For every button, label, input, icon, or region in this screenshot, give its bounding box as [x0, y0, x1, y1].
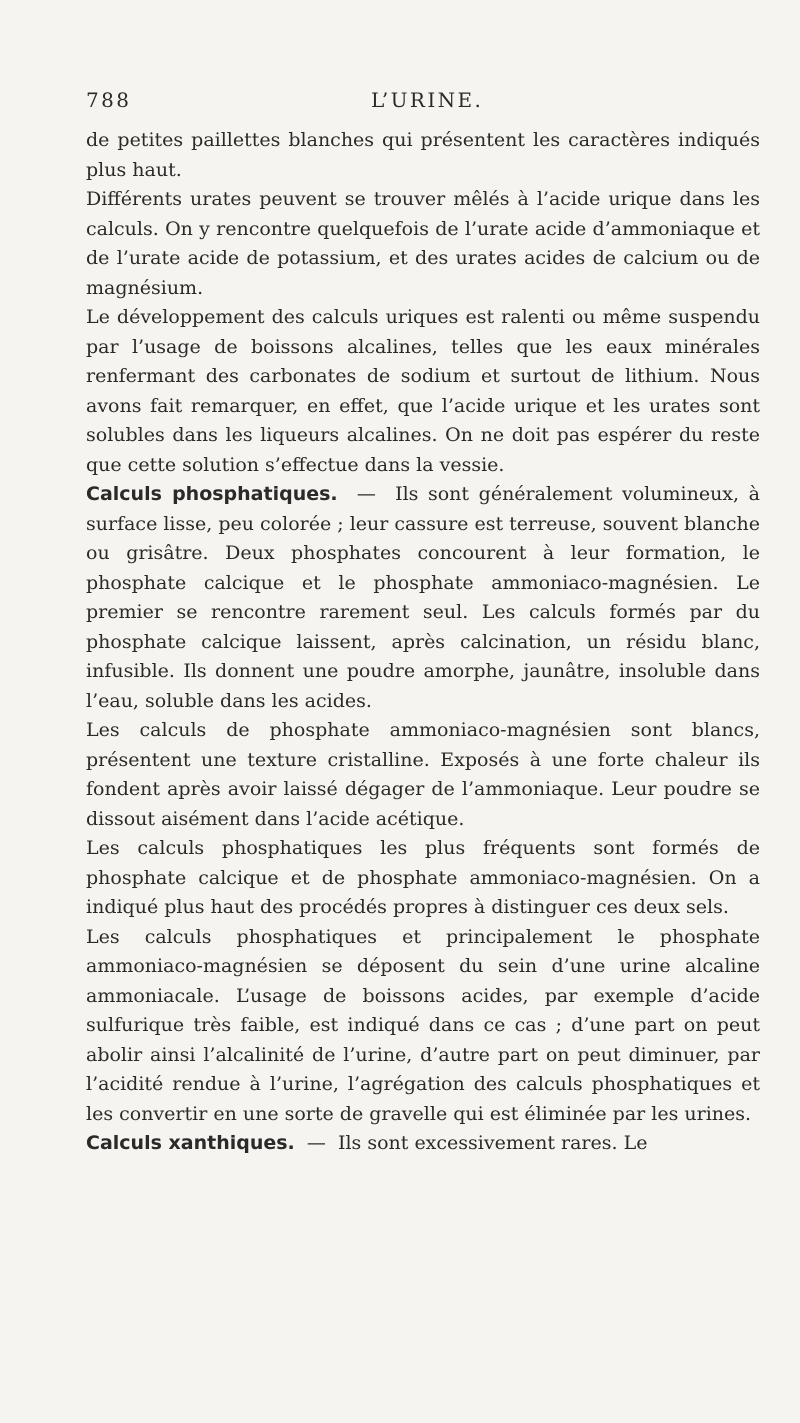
paragraph-text: Le développement des calculs uriques est ralenti ou même suspendu par l’usage de boissons alcalines, telles que les eaux minérales renfermant des carbonates de sodium et surtout de lithium. Nous avons fait remarquer, en effet, que l’acide urique et les urates sont solubles dans les liqueurs alcalines. On ne doit pas espérer du reste que cette solution s’effectue dans la vessie. [86, 306, 760, 476]
paragraph-text: de petites paillettes blanches qui présentent les caractères indiqués plus haut. [86, 129, 760, 181]
heading-dash: — [300, 1132, 332, 1154]
paragraph-1 [86, 126, 760, 185]
section-calculs-xanthiques [86, 1129, 760, 1159]
paragraph-text: Ils sont généralement volumineux, à surface lisse, peu colorée ; leur cassure est terreuse, souvent blanche ou grisâtre. Deux phosphates concourent à leur formation, le phosphate calcique et le phosphate ammoniaco-magnésien. Le premier se rencontre rarement seul. Les calculs formés par du phosphate calcique laissent, après calcination, un résidu blanc, infusible. Ils donnent une poudre amorphe, jaunâtre, insoluble dans l’eau, soluble dans les acides. [86, 483, 760, 712]
paragraph-text: Les calculs phosphatiques les plus fréquents sont formés de phosphate calcique et de phosphate ammoniaco-magnésien. On a indiqué plus haut des procédés propres à distinguer ces deux sels. [86, 837, 760, 918]
heading-dash: — [347, 483, 386, 505]
running-title: L’URINE. [371, 88, 484, 112]
page-number: 788 [86, 88, 132, 112]
paragraph-text: Les calculs phosphatiques et principalement le phosphate ammoniaco-magnésien se déposent du sein d’une urine alcaline ammoniacale. L’usage de boissons acides, par exemple d’acide sulfurique très faible, est indiqué dans ce cas ; d’une part on peut abolir ainsi l’alcalinité de l’urine, d’autre part on peut diminuer, par l’acidité rendue à l’urine, l’agrégation des calculs phosphatiques et les convertir en une sorte de gravelle qui est éliminée par les urines. [86, 925, 760, 1125]
paragraph-text: Les calculs de phosphate ammoniaco-magnésien sont blancs, présentent une texture cristalline. Exposés à une forte chaleur ils fondent après avoir laissé dégager de l’ammoniaque. Leur poudre se dissout aisément dans l’acide acétique. [86, 719, 760, 830]
paragraph-3 [86, 303, 760, 480]
paragraph-text: Ils sont excessivement rares. Le [337, 1132, 648, 1154]
running-head [86, 88, 760, 118]
paragraph-text: Différents urates peuvent se trouver mêlés à l’acide urique dans les calculs. On y rencontre quelquefois de l’urate acide d’ammoniaque et de l’urate acide de potassium, et des urates acides de calcium ou de magnésium. [86, 188, 760, 299]
paragraph-2 [86, 185, 760, 303]
paragraph-6 [86, 834, 760, 923]
paragraph-5 [86, 716, 760, 834]
paragraph-7 [86, 923, 760, 1130]
section-heading: Calculs xanthiques. [86, 1132, 295, 1154]
section-calculs-phosphatiques [86, 480, 760, 716]
section-heading: Calculs phosphatiques. [86, 483, 338, 505]
